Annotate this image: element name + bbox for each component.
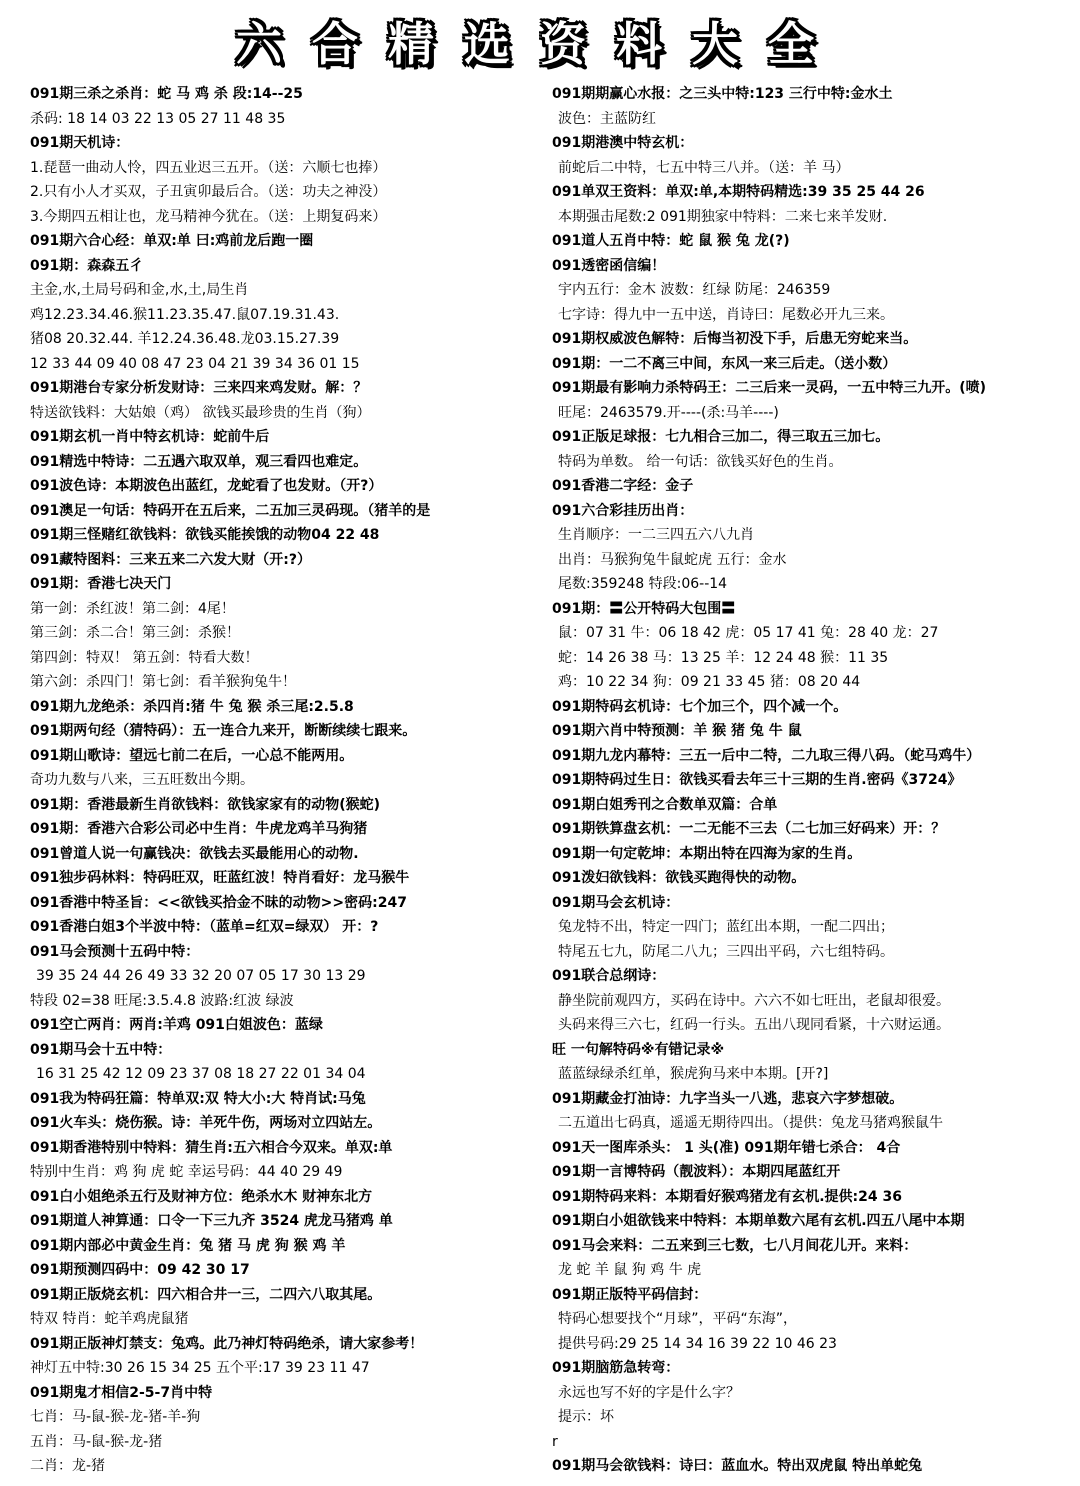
text-line: 特双 特肖：蛇羊鸡虎鼠猪 — [30, 1311, 189, 1327]
section-heading: 091期特码玄机诗：七个加三个，四个减一个。 — [552, 698, 848, 715]
section-heading: 091白小姐绝杀五行及财神方位：绝杀水木 财神东北方 — [30, 1188, 373, 1205]
text-line: 神灯五中特:30 26 15 34 25 五个平:17 39 23 11 47 — [30, 1360, 370, 1376]
text-line: 二肖：龙-猪 — [30, 1458, 106, 1474]
text-line: 特段 02=38 旺尾:3.5.4.8 波路:红波 绿波 — [30, 992, 294, 1009]
section-heading: 091期：一二不离三中间，东风一来三后走。（送小数） — [552, 355, 897, 372]
text-line: 提示：坏 — [558, 1409, 614, 1425]
section-heading: 091香港中特圣旨：<<欲钱买拾金不昧的动物>>密码:247 — [30, 894, 407, 911]
section-heading: 091六合彩挂历出肖： — [552, 502, 694, 519]
section-heading: 091期一句定乾坤：本期出特在四海为家的生肖。 — [552, 845, 862, 862]
text-line: 12 33 44 09 40 08 47 23 04 21 39 34 36 01 15 — [30, 355, 360, 372]
text-line: 鸡12.23.34.46.猴11.23.35.47.鼠07.19.31.43. — [30, 306, 340, 323]
text-line: 特别中生肖：鸡 狗 虎 蛇 幸运号码：44 40 29 49 — [30, 1164, 343, 1180]
section-heading: 091期期赢心水报：之三头中特:123 三行中特:金水土 — [552, 86, 893, 102]
section-heading: 091期脑筋急转弯： — [552, 1360, 680, 1376]
section-heading: 091期藏金打油诗：九字当头一八逃，悲哀六字梦想破。 — [552, 1090, 904, 1107]
section-heading: 091空亡两肖：两肖:羊鸡 091白姐波色：蓝绿 — [30, 1017, 323, 1033]
section-heading: 091香港白姐3个半波中特：（蓝单=红双=绿双） 开：? — [30, 919, 379, 935]
text-line: 前蛇后二中特，七五中特三八并。（送：羊 马） — [558, 159, 850, 176]
section-heading: 091天一图库杀头： 1 头(准) 091期年错七杀合： 4合 — [552, 1139, 901, 1156]
section-heading: 091期：香港七决天门 — [30, 576, 172, 592]
section-heading: 091期正版烧玄机：四六相合井一三，二四六八取其尾。 — [30, 1286, 382, 1303]
section-heading: 091期白小姐欲钱来中特料：本期单数六尾有玄机.四五八尾中本期 — [552, 1213, 965, 1229]
text-line: 静坐院前观四方，买码在诗中。六六不如七旺出，老鼠却很爱。 — [558, 992, 950, 1009]
text-line: 龙 蛇 羊 鼠 狗 鸡 牛 虎 — [558, 1262, 702, 1278]
text-line: 五肖：马-鼠-猴-龙-猪 — [30, 1433, 163, 1450]
section-heading: 091期九龙内幕特：三五一后中二特，二九取三得八码。（蛇马鸡牛） — [552, 747, 981, 764]
section-heading: 091期马会玄机诗： — [552, 894, 680, 911]
right-column — [552, 82, 1080, 1479]
text-line: 出肖：马猴狗兔牛鼠蛇虎 五行：金水 — [558, 551, 787, 568]
section-heading: 091我为特码狂篇：特单双:双 特大小:大 特肖试:马兔 — [30, 1090, 366, 1107]
section-heading: 旺 一句解特码※有错记录※ — [552, 1041, 725, 1058]
text-line: 杀码: 18 14 03 22 13 05 27 11 48 35 — [30, 110, 286, 127]
text-line: 2.只有小人才买双，子丑寅卯最后合。（送：功夫之神没） — [30, 184, 387, 200]
text-line: 尾数:359248 特段:06--14 — [558, 576, 728, 592]
section-heading: 091期六合心经：单双:单 曰:鸡前龙后跑一圈 — [30, 233, 314, 249]
text-line: 特送欲钱料：大姑娘（鸡） 欲钱买最珍贵的生肖（狗） — [30, 404, 371, 421]
text-line: 猪08 20.32.44. 羊12.24.36.48.龙03.15.27.39 — [30, 331, 340, 347]
text-line: 特码心想要找个“月球”，平码“东海”， — [558, 1311, 798, 1327]
text-line: r — [552, 1433, 558, 1450]
text-line: 波色：主蓝防红 — [558, 110, 656, 127]
text-line: 第四剑：特双！ 第五剑：特看大数！ — [30, 649, 259, 666]
text-line: 生肖顺序：一二三四五六八九肖 — [558, 527, 754, 543]
section-heading: 091期玄机一肖中特玄机诗：蛇前牛后 — [30, 429, 270, 445]
text-line: 七肖：马-鼠-猴-龙-猪-羊-狗 — [30, 1409, 201, 1425]
section-heading: 091香港二字经：金子 — [552, 478, 694, 494]
section-heading: 091期道人神算通：口令一下三九齐 3524 虎龙马猪鸡 单 — [30, 1213, 393, 1229]
section-heading: 091期马会欲钱料：诗曰：蓝血水。特出双虎鼠 特出单蛇兔 — [552, 1458, 923, 1474]
text-line: 特码为单数。 给一句话：欲钱买好色的生肖。 — [558, 453, 843, 470]
section-heading: 091期六肖中特预测：羊 猴 猪 兔 牛 鼠 — [552, 723, 802, 739]
section-heading: 091澳足一句话：特码开在五后来，二五加三灵码现。（猪羊的是 — [30, 502, 431, 519]
section-heading: 091期：香港最新生肖欲钱料：欲钱家家有的动物(猴蛇) — [30, 796, 381, 813]
section-heading: 091透密函信编！ — [552, 257, 666, 274]
section-heading: 091期正版神灯禁支：兔鸡。此乃神灯特码绝杀，请大家参考！ — [30, 1335, 424, 1352]
section-heading: 091期港澳中特玄机： — [552, 135, 694, 151]
text-line: 39 35 24 44 26 49 33 32 20 07 05 17 30 13 29 — [36, 968, 366, 984]
section-heading: 091独步码林料：特码旺双，旺蓝红波！特肖看好：龙马猴牛 — [30, 870, 410, 886]
section-heading: 091期特码过生日：欲钱买看去年三十三期的生肖.密码《3724》 — [552, 772, 962, 788]
section-heading: 091期：香港六合彩公司必中生肖：牛虎龙鸡羊马狗猪 — [30, 821, 368, 837]
section-heading: 091联合总纲诗： — [552, 968, 666, 984]
section-heading: 091泼妇欲钱料：欲钱买跑得快的动物。 — [552, 870, 806, 886]
text-line: 主金,水,土局号码和金,水,土,局生肖 — [30, 282, 249, 298]
section-heading: 091期权威波色解特：后悔当初没下手，后患无穷蛇来当。 — [552, 331, 918, 347]
section-heading: 091藏特图料：三来五来二六发大财（开:?） — [30, 551, 311, 568]
section-heading: 091期九龙绝杀：杀四肖:猪 牛 兔 猴 杀三尾:2.5.8 — [30, 698, 354, 715]
text-line: 3.今期四五相让也，龙马精神今犹在。（送：上期复码来） — [30, 208, 387, 225]
section-heading: 091期港台专家分析发财诗：三来四来鸡发财。解：？ — [30, 380, 368, 396]
text-line: 头码来得三六七，红码一行头。五出八现同看紧，十六财运通。 — [558, 1017, 950, 1033]
text-line: 鼠：07 31 牛：06 18 42 虎：05 17 41 兔：28 40 龙：27 — [558, 625, 939, 641]
section-heading: 091期：〓公开特码大包围〓 — [552, 600, 736, 617]
text-line: 本期强击尾数:2 091期独家中特料：二来七来羊发财. — [558, 208, 888, 225]
section-heading: 091正版足球报：七九相合三加二，得三取五三加七。 — [552, 429, 890, 445]
text-line: 蛇：14 26 38 马：13 25 羊：12 24 48 猴：11 35 — [558, 649, 889, 666]
text-line: 第六剑：杀四门！第七剑：看羊猴狗兔牛！ — [30, 674, 296, 690]
section-heading: 091期香港特别中特料：猜生肖:五六相合今双来。单双:单 — [30, 1139, 393, 1156]
section-heading: 091期天机诗： — [30, 135, 130, 151]
text-line: 宇内五行：金木 波数：红绿 防尾：246359 — [558, 282, 831, 298]
section-heading: 091期三怪赌红欲钱料：欲钱买能挨饿的动物04 22 48 — [30, 527, 380, 543]
page-title: 六合精选资料大全 — [236, 17, 844, 71]
text-line: 提供号码:29 25 14 34 16 39 22 10 46 23 — [558, 1335, 837, 1352]
section-heading: 091马会来料：二五来到三七数，七八月间花儿开。来料： — [552, 1237, 918, 1254]
text-line: 特尾五七九，防尾二八九；三四出平码，六七组特码。 — [558, 943, 894, 960]
text-line: 鸡：10 22 34 狗：09 21 33 45 猪：08 20 44 — [558, 674, 861, 690]
section-heading: 091期白姐秀刊之合数单双篇：合单 — [552, 796, 778, 813]
section-heading: 091期鬼才相信2-5-7肖中特 — [30, 1384, 213, 1401]
section-heading: 091期马会十五中特： — [30, 1041, 172, 1058]
section-heading: 091期铁算盘玄机：一二无能不三去（二七加三好码来）开：？ — [552, 821, 946, 837]
section-heading: 091期三杀之杀肖：蛇 马 鸡 杀 段:14--25 — [30, 86, 303, 102]
text-line: 兔龙特不出，特定一四门；蓝红出本期，一配二四出； — [558, 919, 894, 935]
section-heading: 091期一言博特码（靓波料）：本期四尾蓝红开 — [552, 1164, 841, 1180]
section-heading: 091期山歌诗：望远七前二在后，一心总不能两用。 — [30, 747, 354, 764]
text-line: 第三剑：杀二合！第三剑：杀猴！ — [30, 625, 240, 641]
text-line: 蓝蓝绿绿杀红单，猴虎狗马来中本期。[开?] — [558, 1066, 829, 1082]
section-heading: 091马会预测十五码中特： — [30, 943, 200, 960]
section-heading: 091波色诗：本期波色出蓝红，龙蛇看了也发财。（开?） — [30, 478, 383, 494]
section-heading: 091期正版特平码信封： — [552, 1286, 708, 1303]
section-heading: 091精选中特诗：二五遇六取双单，观三看四也难定。 — [30, 453, 368, 470]
section-heading: 091单双王资料：单双:单,本期特码精选:39 35 25 44 26 — [552, 184, 925, 200]
section-heading: 091期最有影响力杀特码王：二三后来一灵码，一五中特三九开。(喷) — [552, 380, 987, 396]
text-line: 七字诗：得九中一五中送，肖诗曰：尾数必开九三来。 — [558, 306, 894, 323]
text-line: 第一剑：杀红波！第二剑：4尾！ — [30, 600, 235, 617]
text-line: 16 31 25 42 12 09 23 37 08 18 27 22 01 34 04 — [36, 1066, 366, 1082]
section-heading: 091期特码来料：本期看好猴鸡猪龙有玄机.提供:24 36 — [552, 1188, 902, 1205]
text-line: 永远也写不好的字是什么字？ — [558, 1384, 740, 1401]
section-heading: 091期两句经（猜特码）：五一连合九来开，断断续续七跟来。 — [30, 723, 417, 739]
section-heading: 091火车头：烧伤猴。诗：羊死牛伤，两场对立四站左。 — [30, 1115, 382, 1131]
section-heading: 091期内部必中黄金生肖：兔 猪 马 虎 狗 猴 鸡 羊 — [30, 1237, 346, 1254]
text-line: 二五道出七码真，遥遥无期待四出。（提供：兔龙马猪鸡猴鼠牛 — [558, 1115, 943, 1131]
text-line: 1.琵琶一曲动人怜，四五业迟三五开。（送：六顺七也捧） — [30, 159, 387, 176]
text-line: 旺尾：2463579.开----(杀:马羊----) — [558, 404, 779, 421]
section-heading: 091道人五肖中特：蛇 鼠 猴 兔 龙(?) — [552, 233, 790, 249]
section-heading: 091曾道人说一句赢钱决：欲钱去买最能用心的动物. — [30, 845, 359, 862]
section-heading: 091期预测四码中：09 42 30 17 — [30, 1262, 250, 1278]
text-line: 奇功九数与八来，三五旺数出今期。 — [30, 772, 254, 788]
section-heading: 091期：森森五彳 — [30, 257, 144, 274]
left-column — [30, 82, 558, 1479]
